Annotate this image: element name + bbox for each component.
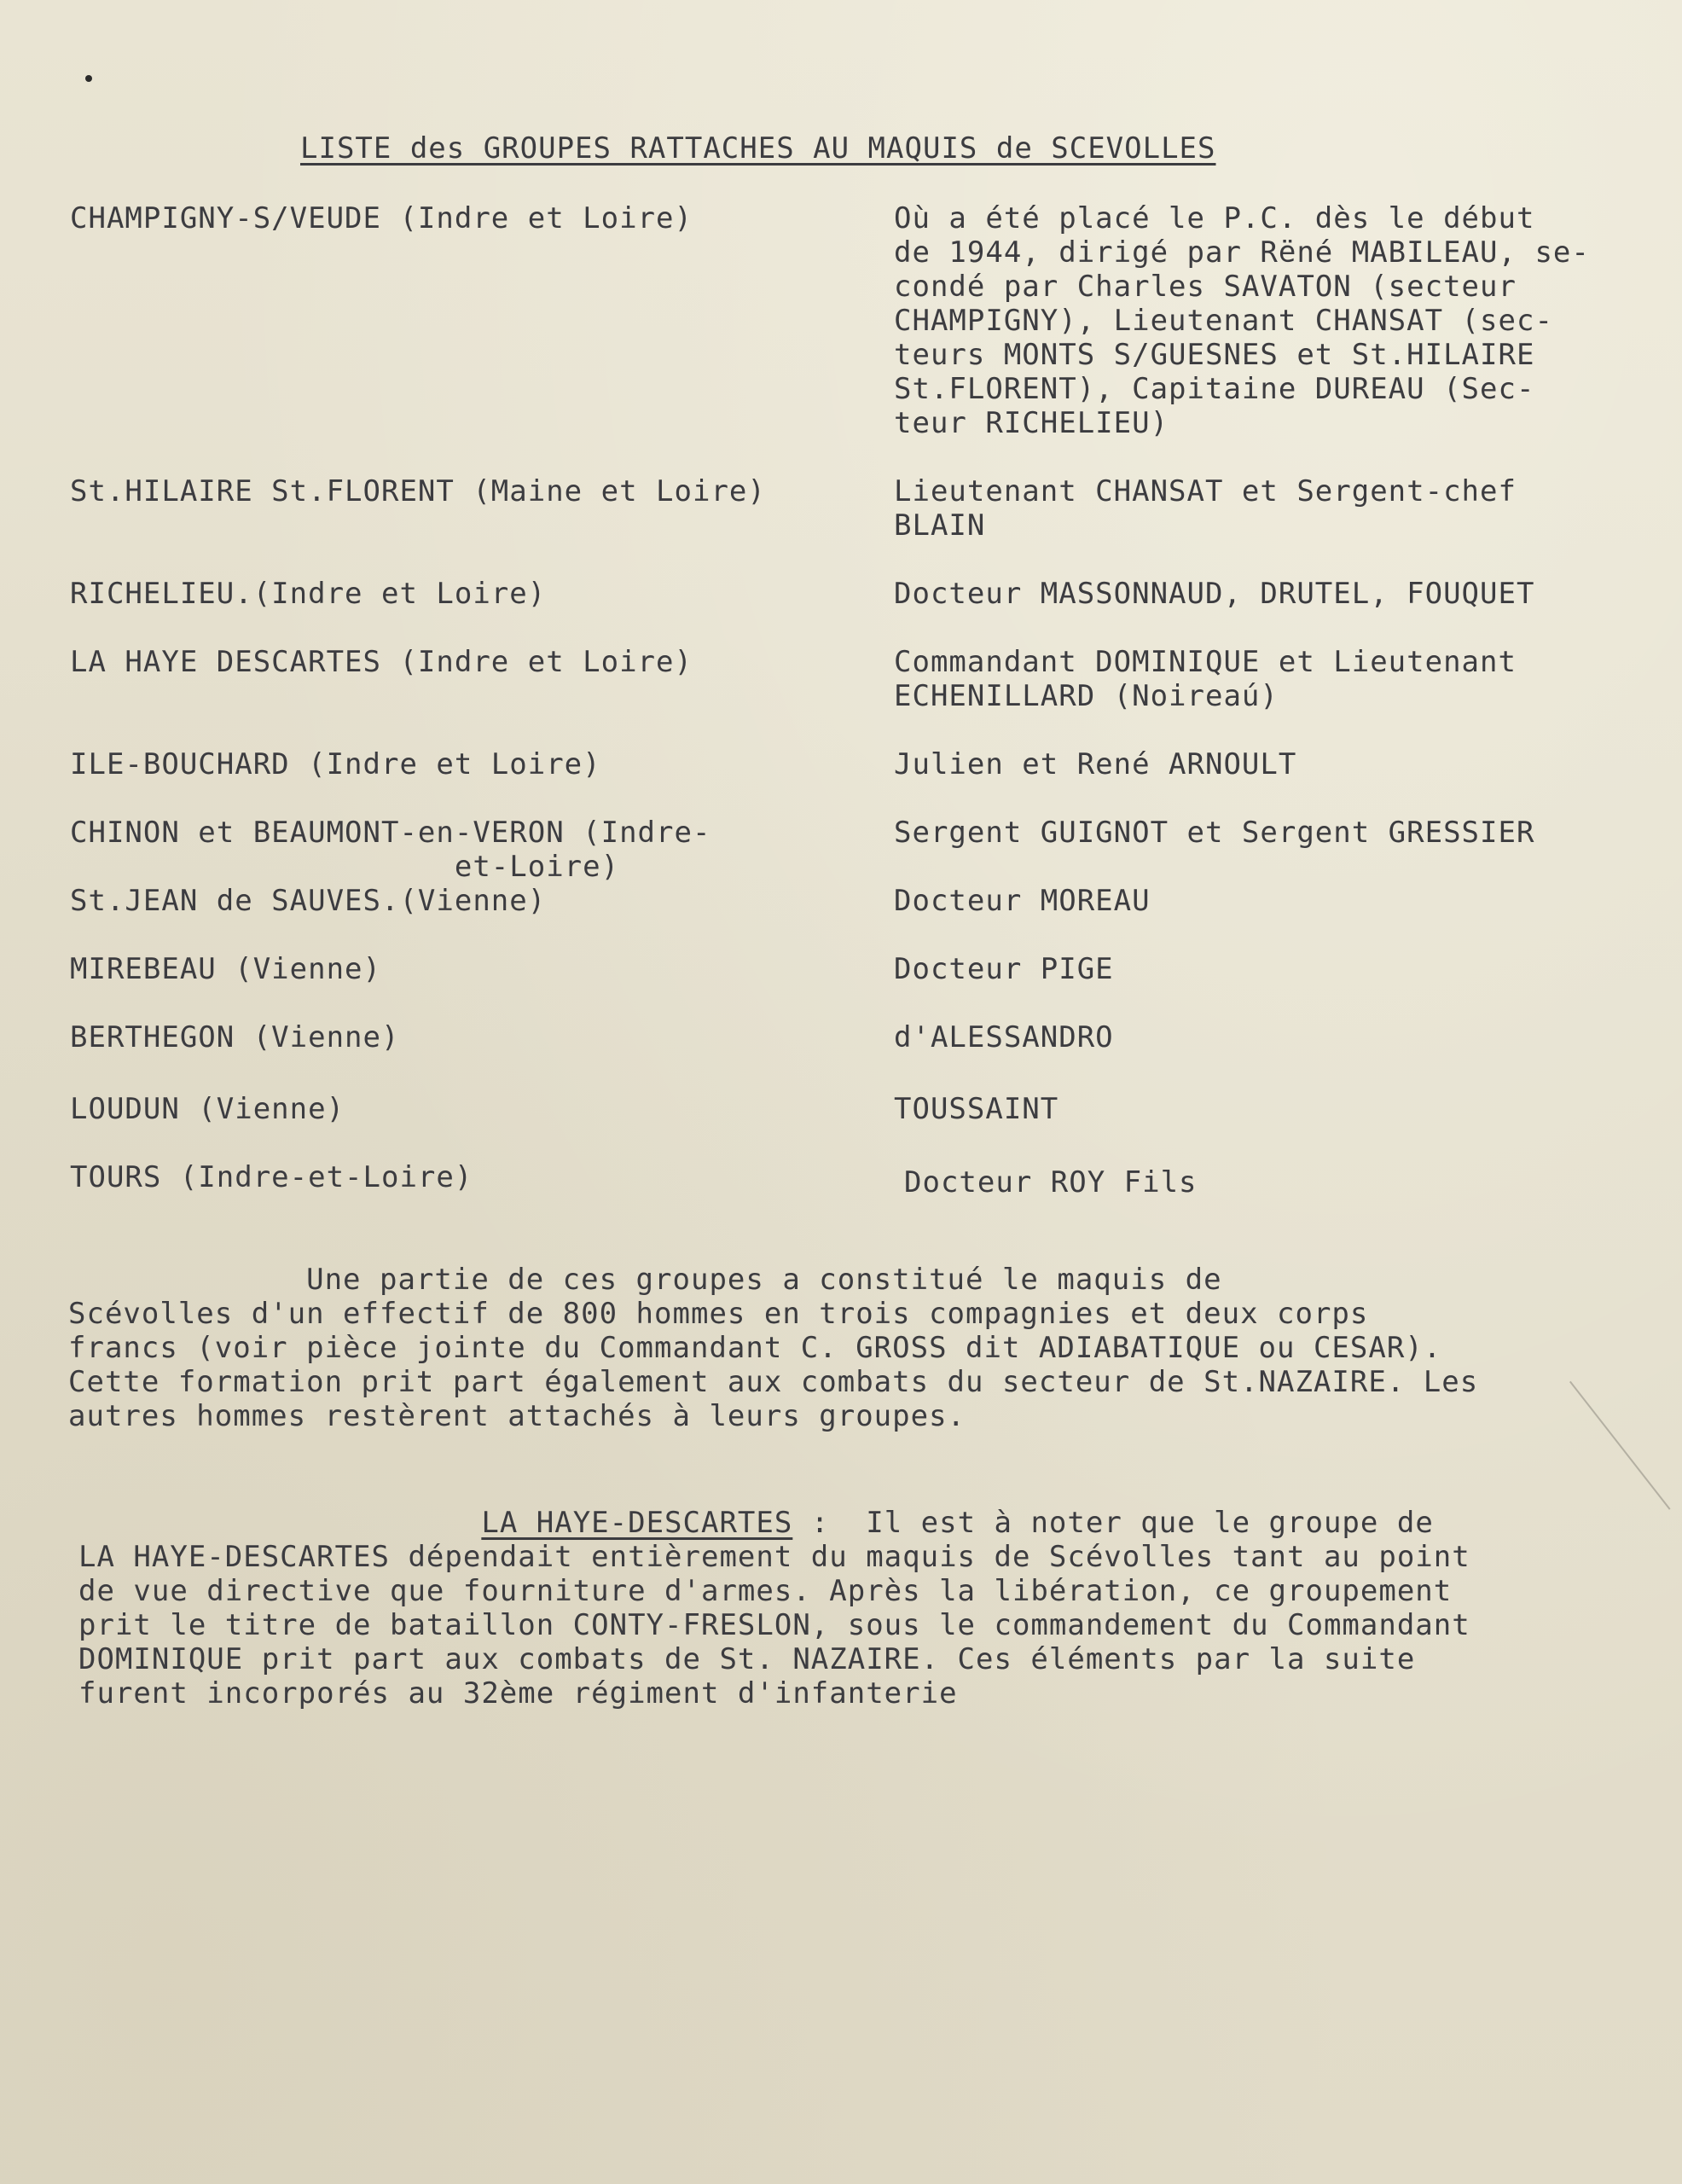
group-leaders: d'ALESSANDRO xyxy=(894,1020,1114,1054)
note-first-line: : Il est à noter que le groupe de xyxy=(792,1506,1434,1540)
group-leaders: Docteur PIGE xyxy=(894,952,1114,986)
document-title: LISTE des GROUPES RATTACHES AU MAQUIS de SCEVOLLES xyxy=(300,131,1216,166)
group-leaders: TOUSSAINT xyxy=(894,1092,1059,1126)
group-place: RICHELIEU.(Indre et Loire) xyxy=(70,577,547,611)
summary-paragraph: Une partie de ces groupes a constitué le maquis de Scévolles d'un effectif de 800 hommes en trois compagnies et deux corps francs (voir pièce jointe du Commandant C. GROSS dit ADIABATIQUE ou CESAR). Cette formation prit part également aux combats du secteur de St.NAZAIRE. Les autres hommes restèrent attachés à leurs groupes. xyxy=(68,1263,1479,1433)
group-leaders: Docteur MOREAU xyxy=(894,884,1151,918)
note-paragraph xyxy=(78,1506,1470,1711)
group-leaders: Sergent GUIGNOT et Sergent GRESSIER xyxy=(894,816,1535,850)
group-place: CHINON et BEAUMONT-en-VERON (Indre- et-Loire) xyxy=(70,816,711,884)
group-place: St.HILAIRE St.FLORENT (Maine et Loire) xyxy=(70,474,766,508)
paper-crease xyxy=(1569,1381,1671,1510)
group-leaders: Lieutenant CHANSAT et Sergent-chef BLAIN xyxy=(894,474,1517,543)
note-heading: LA HAYE-DESCARTES xyxy=(481,1506,793,1540)
group-place: ILE-BOUCHARD (Indre et Loire) xyxy=(70,747,601,781)
group-place: TOURS (Indre-et-Loire) xyxy=(70,1160,473,1194)
group-place: CHAMPIGNY-S/VEUDE (Indre et Loire) xyxy=(70,201,693,235)
group-place: St.JEAN de SAUVES.(Vienne) xyxy=(70,884,547,918)
group-place: MIREBEAU (Vienne) xyxy=(70,952,381,986)
group-leaders: Commandant DOMINIQUE et Lieutenant ECHENILLARD (Noireaú) xyxy=(894,645,1517,713)
punch-hole xyxy=(85,75,92,82)
group-leaders: Julien et René ARNOULT xyxy=(894,747,1297,781)
group-place: LA HAYE DESCARTES (Indre et Loire) xyxy=(70,645,693,679)
group-place: LOUDUN (Vienne) xyxy=(70,1092,345,1126)
group-leaders: Docteur ROY Fils xyxy=(904,1165,1198,1199)
group-leaders: Docteur MASSONNAUD, DRUTEL, FOUQUET xyxy=(894,577,1535,611)
group-leaders: Où a été placé le P.C. dès le début de 1944, dirigé par Rëné MABILEAU, se- condé par Charles SAVATON (secteur CHAMPIGNY), Lieutenant CHANSAT (sec- teurs MONTS S/GUESNES et St.HILAIRE St.FLORENT), Capitaine DUREAU (Sec- teur RICHELIEU) xyxy=(894,201,1590,440)
note-body: LA HAYE-DESCARTES dépendait entièrement du maquis de Scévolles tant au point de vue directive que fourniture d'armes. Après la libération, ce groupement prit le titre de bataillon CONTY-FRESLON, sous le commandement du Commandant DOMINIQUE prit part aux combats de St. NAZAIRE. Ces éléments par la suite furent incorporés au 32ème régiment d'infanterie xyxy=(78,1540,1470,1711)
group-place: BERTHEGON (Vienne) xyxy=(70,1020,400,1054)
